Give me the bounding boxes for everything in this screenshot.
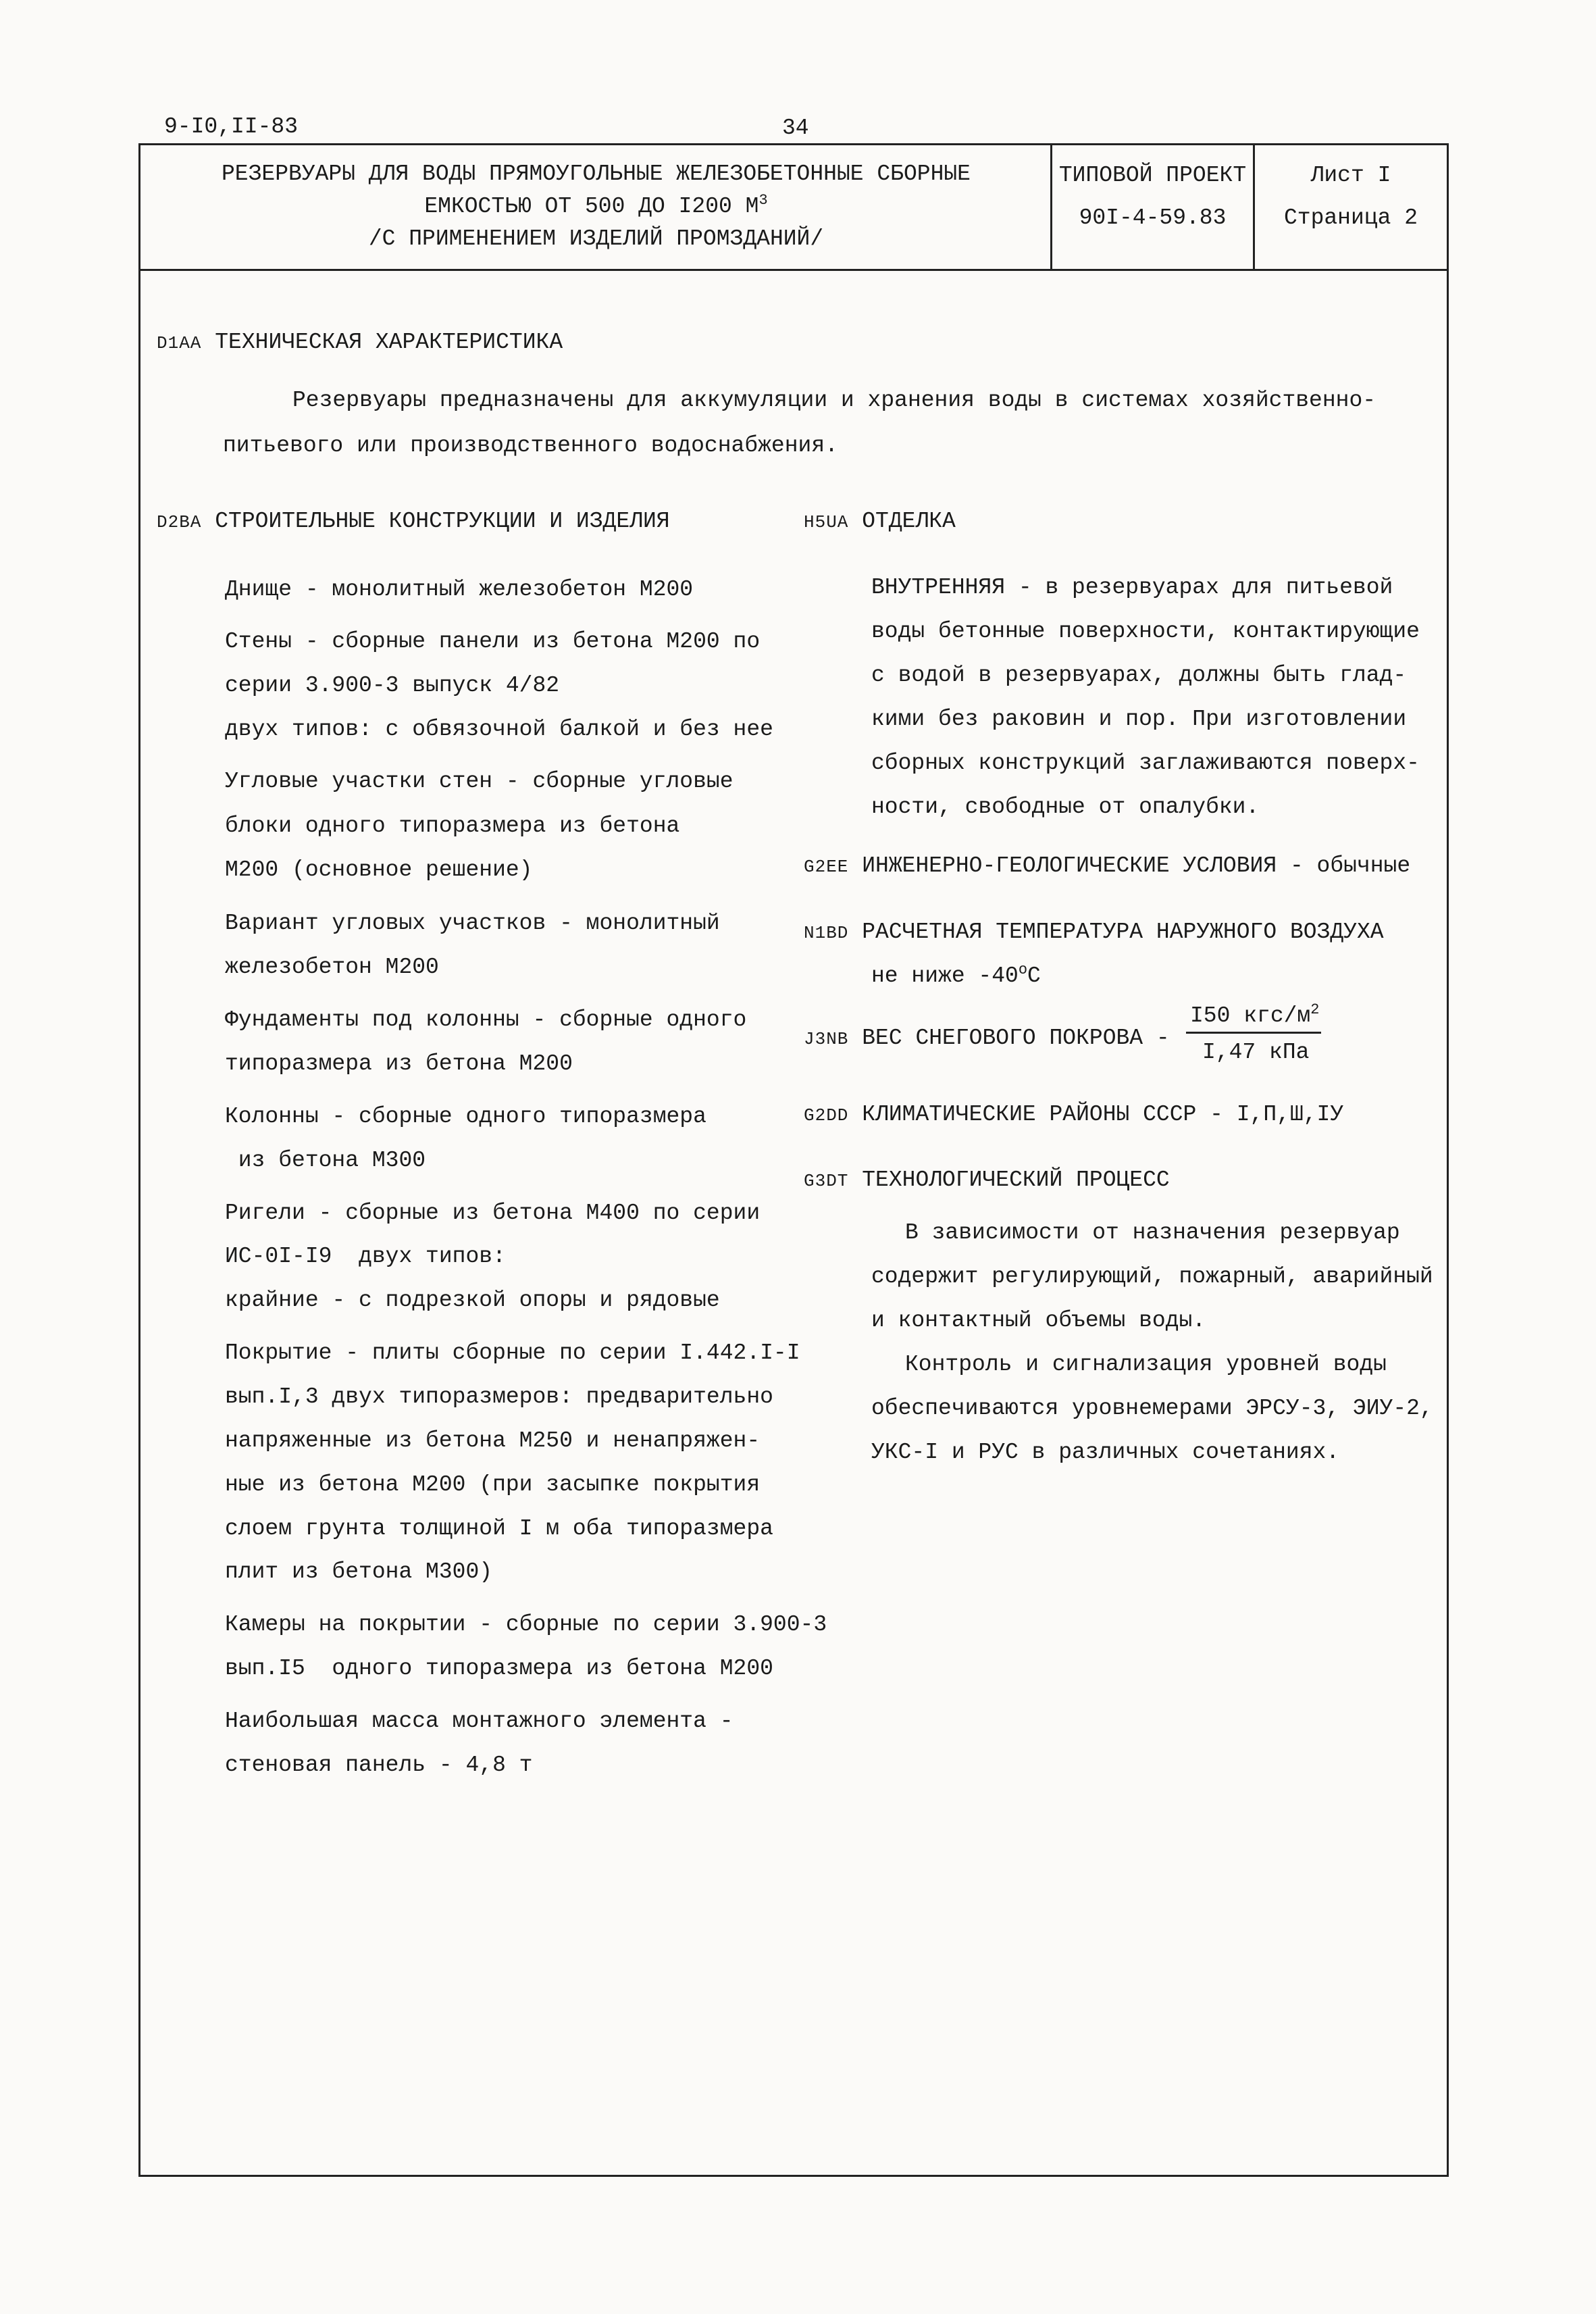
section-code: J3NB xyxy=(804,1029,849,1049)
structures-line: ные из бетона М200 (при засыпке покрытия xyxy=(225,1472,761,1497)
finish-line: воды бетонные поверхности, контактирующие xyxy=(871,619,1420,644)
title-line-1: РЕЗЕРВУАРЫ ДЛЯ ВОДЫ ПРЯМОУГОЛЬНЫЕ ЖЕЛЕЗОБЕТОННЫЕ СБОРНЫЕ xyxy=(222,161,971,186)
process-line: содержит регулирующий, пожарный, аварийный xyxy=(871,1264,1433,1289)
section-code: D2BA xyxy=(157,512,202,532)
document-number: 9-I0,II-83 xyxy=(164,114,299,139)
finish-line: с водой в резервуарах, должны быть глад- xyxy=(871,663,1407,688)
process-line: В зависимости от назначения резервуар xyxy=(905,1220,1400,1245)
structures-line: Днище - монолитный железобетон М200 xyxy=(225,577,694,602)
section-code: G3DT xyxy=(804,1171,849,1191)
process-line: Контроль и сигнализация уровней воды xyxy=(905,1352,1387,1377)
structures-line: Колонны - сборные одного типоразмера xyxy=(225,1104,706,1129)
structures-line: Ригели - сборные из бетона М400 по серии xyxy=(225,1201,761,1226)
snow-load-denominator: I,47 кПа xyxy=(1202,1040,1310,1065)
section-code: G2DD xyxy=(804,1105,849,1126)
structures-line: двух типов: с обвязочной балкой и без нее xyxy=(225,717,773,742)
structures-line: слоем грунта толщиной I м оба типоразмера xyxy=(225,1516,773,1541)
title-line-2: ЕМКОСТЬЮ ОТ 500 ДО I200 $М^3$ xyxy=(424,192,768,219)
temperature-line-1: N1BD РАСЧЕТНАЯ ТЕМПЕРАТУРА НАРУЖНОГО ВОЗДУХА xyxy=(804,920,1384,945)
process-line: УКС-I и РУС в различных сочетаниях. xyxy=(871,1440,1340,1465)
structures-line: стеновая панель - 4,8 т xyxy=(225,1753,533,1778)
structures-line: из бетона М300 xyxy=(225,1148,426,1173)
section-code: G2EE xyxy=(804,857,849,877)
structures-heading: D2BA СТРОИТЕЛЬНЫЕ КОНСТРУКЦИИ И ИЗДЕЛИЯ xyxy=(157,509,670,534)
structures-line: Угловые участки стен - сборные угловые xyxy=(225,769,733,794)
finish-line: ности, свободные от опалубки. xyxy=(871,795,1260,820)
structures-line: Фундаменты под колонны - сборные одного xyxy=(225,1007,747,1032)
structures-line: типоразмера из бетона М200 xyxy=(225,1051,573,1076)
structures-line: Стены - сборные панели из бетона М200 по xyxy=(225,629,761,654)
snow-load-numerator: I50 кгс/$м^2$ xyxy=(1190,1001,1320,1028)
section-code: N1BD xyxy=(804,923,849,943)
sheet-label: Лист I xyxy=(1310,163,1391,188)
tech-section-heading: D1AA ТЕХНИЧЕСКАЯ ХАРАКТЕРИСТИКА xyxy=(157,330,563,355)
structures-line: крайние - с подрезкой опоры и рядовые xyxy=(225,1288,720,1313)
finish-line: кими без раковин и пор. При изготовлении xyxy=(871,707,1407,732)
structures-line: вып.I5 одного типоразмера из бетона М200 xyxy=(225,1656,773,1681)
structures-line: плит из бетона М300) xyxy=(225,1559,493,1584)
fraction-line xyxy=(1186,1032,1321,1034)
temperature-line-2: не ниже $-40^оС$ xyxy=(871,961,1041,988)
section-code: D1AA xyxy=(157,333,202,353)
section-code: H5UA xyxy=(804,512,849,532)
finish-line: ВНУТРЕННЯЯ - в резервуарах для питьевой xyxy=(871,575,1393,600)
structures-line: Наибольшая масса монтажного элемента - xyxy=(225,1709,733,1734)
finish-line: сборных конструкций заглаживаются поверх- xyxy=(871,751,1420,776)
process-line: обеспечиваются уровнемерами ЭРСУ-3, ЭИУ-2, xyxy=(871,1396,1433,1421)
structures-line: блоки одного типоразмера из бетона xyxy=(225,813,680,838)
structures-line: Покрытие - плиты сборные по серии I.442.I-I xyxy=(225,1340,800,1365)
structures-line: Камеры на покрытии - сборные по серии 3.900-3 xyxy=(225,1612,827,1637)
structures-line: железобетон М200 xyxy=(225,955,439,980)
climate-line: G2DD КЛИМАТИЧЕСКИЕ РАЙОНЫ СССР - I,П,Ш,IУ xyxy=(804,1102,1344,1127)
tech-text-line: питьевого или производственного водоснабжения. xyxy=(223,433,838,458)
structures-line: Вариант угловых участков - монолитный xyxy=(225,911,720,936)
page-label: Страница 2 xyxy=(1283,205,1418,230)
title-block-divider xyxy=(138,269,1449,271)
structures-line: серии 3.900-3 выпуск 4/82 xyxy=(225,673,560,698)
page-number: 34 xyxy=(782,116,809,141)
finish-heading: H5UA ОТДЕЛКА xyxy=(804,509,956,534)
structures-line: ИС-0I-I9 двух типов: xyxy=(225,1244,506,1269)
structures-line: напряженные из бетона М250 и ненапряжен- xyxy=(225,1428,761,1453)
project-label: ТИПОВОЙ ПРОЕКТ xyxy=(1058,163,1247,188)
tech-text-line: Резервуары предназначены для аккумуляции и хранения воды в системах хозяйственно- xyxy=(292,388,1376,413)
title-line-3: /С ПРИМЕНЕНИЕМ ИЗДЕЛИЙ ПРОМЗДАНИЙ/ xyxy=(368,226,824,251)
snow-load-line: J3NB ВЕС СНЕГОВОГО ПОКРОВА - xyxy=(804,1026,1170,1051)
geology-line: G2EE ИНЖЕНЕРНО-ГЕОЛОГИЧЕСКИЕ УСЛОВИЯ - обычные xyxy=(804,853,1411,878)
structures-line: вып.I,3 двух типоразмеров: предварительно xyxy=(225,1384,773,1409)
project-number: 90I-4-59.83 xyxy=(1079,205,1227,230)
structures-line: М200 (основное решение) xyxy=(225,857,533,882)
process-line: и контактный объемы воды. xyxy=(871,1308,1206,1333)
process-heading: G3DT ТЕХНОЛОГИЧЕСКИЙ ПРОЦЕСС xyxy=(804,1167,1170,1192)
